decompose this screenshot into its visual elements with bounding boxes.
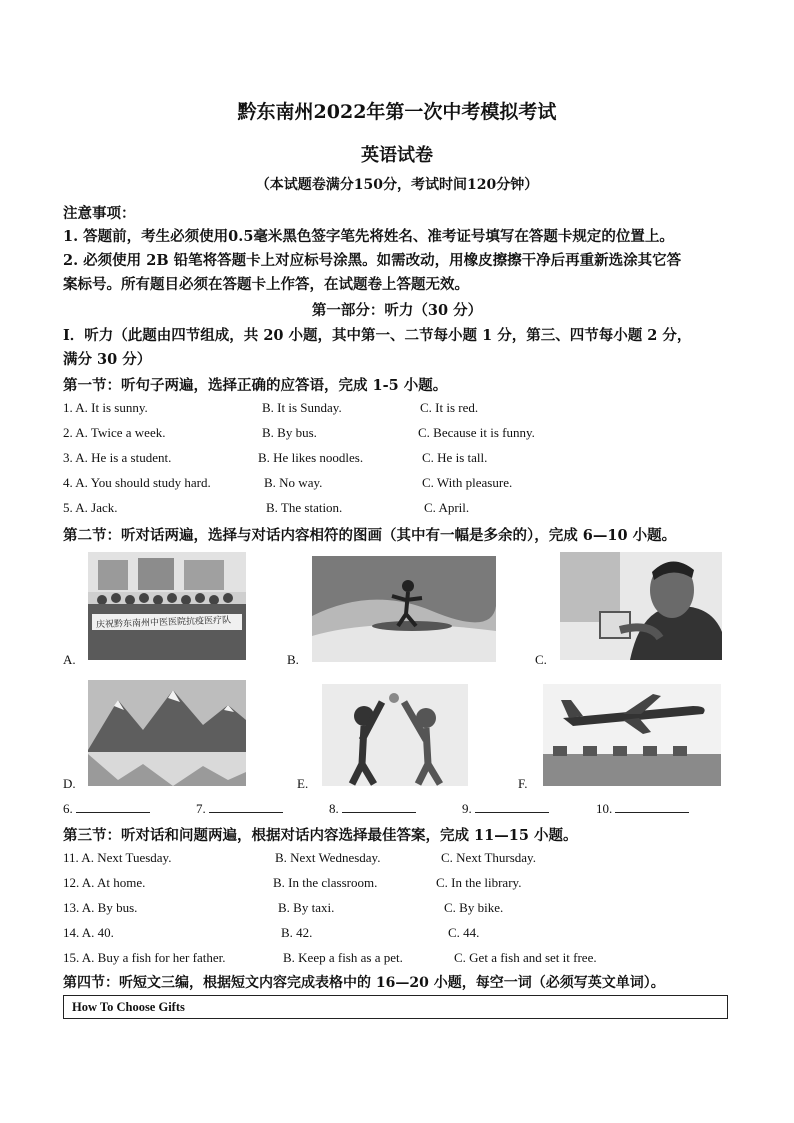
exam-info: （本试题卷满分150分，考试时间120分钟） bbox=[255, 177, 539, 193]
banner-text: 庆祝黔东南州中医医院抗疫医疗队 bbox=[95, 615, 232, 631]
q15-option-a: 15. A. Buy a fish for her father. bbox=[63, 950, 226, 965]
q15-option-c: C. Get a fish and set it free. bbox=[454, 950, 597, 965]
q4-option-b: B. No way. bbox=[264, 475, 323, 490]
section-3-heading: 第三节：听对话和问题两遍，根据对话内容选择最佳答案，完成 11—15 小题。 bbox=[63, 827, 578, 844]
q11-option-b: B. Next Wednesday. bbox=[275, 850, 381, 865]
answer-blank-8[interactable] bbox=[329, 800, 416, 817]
picture-label-b: B. bbox=[287, 652, 299, 667]
section-1-heading: 第一节：听句子两遍，选择正确的应答语，完成 1-5 小题。 bbox=[63, 377, 448, 394]
listening-section-line-1: Ⅰ．听力（此题由四节组成，共 20 小题，其中第一、二节每小题 1 分，第三、四节每小题 2 分， bbox=[63, 327, 692, 344]
blank-8-number: 8. bbox=[329, 801, 339, 816]
answer-blank-7[interactable] bbox=[196, 800, 283, 817]
picture-label-e: E. bbox=[297, 776, 309, 791]
blank-10-line[interactable] bbox=[615, 800, 689, 813]
picture-label-d: D. bbox=[63, 776, 76, 791]
q12-option-a: 12. A. At home. bbox=[63, 875, 146, 890]
q11-option-a: 11. A. Next Tuesday. bbox=[63, 850, 172, 865]
answer-blank-6[interactable] bbox=[63, 800, 150, 817]
exam-subject: 英语试卷 bbox=[361, 145, 433, 166]
q5-option-b: B. The station. bbox=[266, 500, 343, 515]
blank-7-number: 7. bbox=[196, 801, 206, 816]
q4-option-a: 4. A. You should study hard. bbox=[63, 475, 211, 490]
q2-option-c: C. Because it is funny. bbox=[418, 425, 535, 440]
q3-option-a: 3. A. He is a student. bbox=[63, 450, 172, 465]
q1-option-a: 1. A. It is sunny. bbox=[63, 400, 148, 415]
q2-option-b: B. By bus. bbox=[262, 425, 317, 440]
q15-option-b: B. Keep a fish as a pet. bbox=[283, 950, 403, 965]
q3-option-b: B. He likes noodles. bbox=[258, 450, 364, 465]
picture-label-c: C. bbox=[535, 652, 547, 667]
gifts-table bbox=[63, 995, 728, 1019]
q13-option-c: C. By bike. bbox=[444, 900, 504, 915]
picture-label-a: A. bbox=[63, 652, 76, 667]
blank-8-line[interactable] bbox=[342, 800, 416, 813]
q14-option-a: 14. A. 40. bbox=[63, 925, 114, 940]
q3-option-c: C. He is tall. bbox=[422, 450, 488, 465]
q14-option-b: B. 42. bbox=[281, 925, 313, 940]
q13-option-b: B. By taxi. bbox=[278, 900, 335, 915]
picture-label-f: F. bbox=[518, 776, 528, 791]
blank-6-line[interactable] bbox=[76, 800, 150, 813]
q1-option-b: B. It is Sunday. bbox=[262, 400, 342, 415]
section-2-heading: 第二节：听对话两遍，选择与对话内容相符的图画（其中有一幅是多余的），完成 6—10 小题。 bbox=[63, 527, 677, 544]
blank-9-line[interactable] bbox=[475, 800, 549, 813]
q2-option-a: 2. A. Twice a week. bbox=[63, 425, 166, 440]
picture-f-airplane bbox=[543, 684, 721, 786]
note-item-1: 1. 答题前，考生必须使用0.5毫米黑色签字笔先将姓名、准考证号填写在答题卡规定的位置上。 bbox=[63, 228, 674, 245]
q5-option-a: 5. A. Jack. bbox=[63, 500, 118, 515]
q14-option-c: C. 44. bbox=[448, 925, 480, 940]
picture-c-man-smiling bbox=[560, 552, 722, 660]
q5-option-c: C. April. bbox=[424, 500, 470, 515]
listening-section-line-2: 满分 30 分） bbox=[63, 351, 152, 368]
q12-option-c: C. In the library. bbox=[436, 875, 522, 890]
blank-10-number: 10. bbox=[596, 801, 613, 816]
answer-blank-9[interactable] bbox=[462, 800, 549, 817]
picture-e-high-five bbox=[322, 684, 468, 786]
section-4-heading: 第四节：听短文三编，根据短文内容完成表格中的 16—20 小题，每空一词（必须写英文单词）。 bbox=[63, 975, 665, 991]
blank-7-line[interactable] bbox=[209, 800, 283, 813]
exam-title: 黔东南州2022年第一次中考模拟考试 bbox=[237, 101, 557, 123]
notes-heading: 注意事项： bbox=[63, 205, 136, 222]
q12-option-b: B. In the classroom. bbox=[273, 875, 378, 890]
blank-6-number: 6. bbox=[63, 801, 73, 816]
picture-b-surfer bbox=[312, 556, 496, 662]
part-1-title: 第一部分：听力（30 分） bbox=[311, 302, 483, 319]
answer-blank-10[interactable] bbox=[596, 800, 689, 817]
picture-a-group-photo bbox=[88, 552, 246, 660]
q1-option-c: C. It is red. bbox=[420, 400, 479, 415]
q4-option-c: C. With pleasure. bbox=[422, 475, 513, 490]
q13-option-a: 13. A. By bus. bbox=[63, 900, 138, 915]
gifts-table-title: How To Choose Gifts bbox=[72, 1000, 185, 1014]
note-item-2-line-2: 案标号。所有题目必须在答题卡上作答，在试题卷上答题无效。 bbox=[63, 276, 469, 293]
note-item-2-line-1: 2. 必须使用 2B 铅笔将答题卡上对应标号涂黑。如需改动，用橡皮擦擦干净后再重新选涂其它答 bbox=[63, 252, 682, 269]
blank-9-number: 9. bbox=[462, 801, 472, 816]
picture-d-mountain-lake bbox=[88, 680, 246, 786]
q11-option-c: C. Next Thursday. bbox=[441, 850, 536, 865]
